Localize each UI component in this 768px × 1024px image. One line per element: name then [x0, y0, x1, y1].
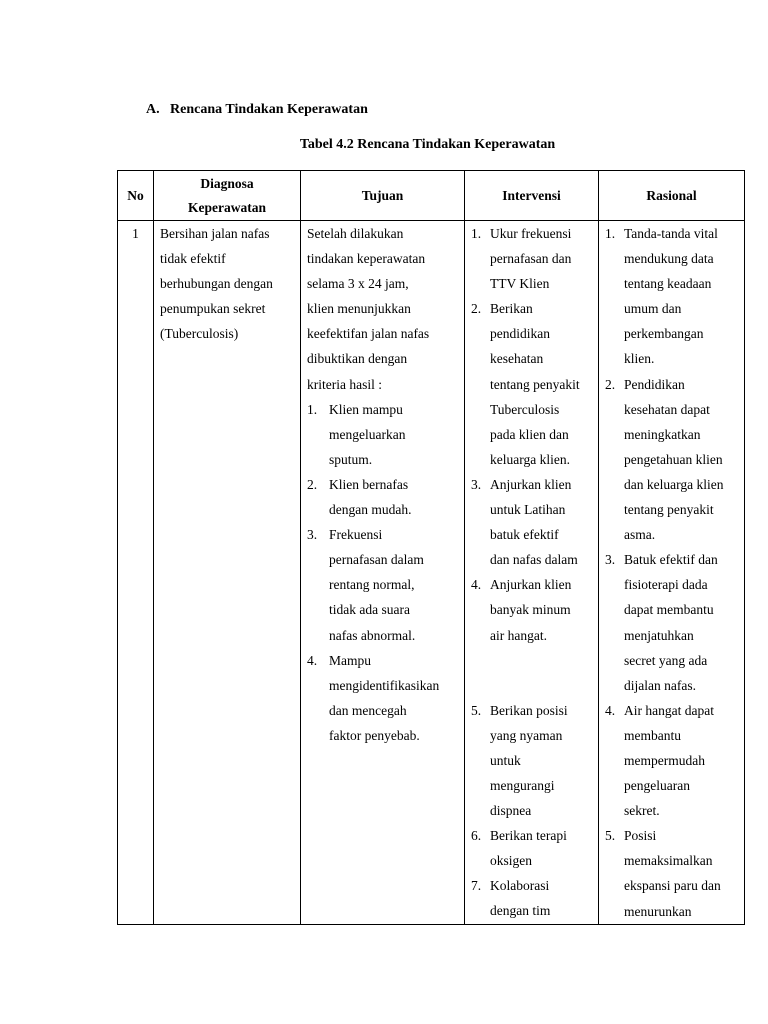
intervensi-item — [471, 296, 598, 472]
rasional-item — [605, 372, 744, 548]
rasional-item — [605, 547, 744, 698]
section-heading — [146, 102, 368, 118]
intervensi-item — [471, 572, 598, 647]
kriteria-line: mengidentifikasikan — [329, 677, 440, 693]
care-plan-table — [117, 170, 745, 925]
table-header-row — [118, 171, 745, 221]
intervensi-item — [471, 472, 598, 572]
intervensi-line: banyak minum — [490, 602, 571, 618]
intervensi-line: Berikan posisi — [490, 702, 568, 718]
kriteria-number: 2. — [307, 476, 318, 492]
intervensi-number: 4. — [471, 577, 482, 593]
section-number: A. — [146, 102, 160, 117]
rasional-line: meningkatkan — [624, 426, 701, 442]
rasional-line: sekret. — [624, 803, 660, 819]
rasional-line: pengetahuan klien — [624, 451, 723, 467]
kriteria-line: sputum. — [329, 451, 373, 467]
intervensi-line: Ukur frekuensi — [490, 226, 572, 241]
intervensi-line: Berikan — [490, 301, 533, 317]
rasional-line: dijalan nafas. — [624, 677, 696, 693]
kriteria-item — [307, 472, 464, 522]
intervensi-line: Kolaborasi — [490, 878, 550, 894]
tujuan-line: dibuktikan dengan — [307, 351, 408, 367]
table-caption: Tabel 4.2 Rencana Tindakan Keperawatan — [299, 137, 556, 152]
rasional-line: mempermudah — [624, 752, 705, 768]
kriteria-line: dan mencegah — [329, 702, 407, 718]
intervensi-line: untuk Latihan — [490, 502, 566, 518]
kriteria-line: dengan mudah. — [329, 502, 412, 518]
rasional-item — [605, 823, 744, 923]
intervensi-line: Anjurkan klien — [490, 476, 572, 492]
cell-diagnosa — [154, 221, 301, 925]
intervensi-list — [471, 221, 598, 923]
rasional-line: menurunkan — [624, 903, 692, 919]
intervensi-item — [471, 698, 598, 823]
intervensi-line: Berikan terapi — [490, 828, 567, 844]
table-row — [118, 221, 745, 925]
intervensi-line: Tuberculosis — [490, 401, 560, 417]
intervensi-gap — [471, 648, 598, 698]
intervensi-line: keluarga klien. — [490, 451, 570, 467]
intervensi-line: TTV Klien — [490, 276, 550, 292]
intervensi-line: batuk efektif — [490, 527, 559, 543]
rasional-number: 4. — [605, 702, 616, 718]
rasional-list — [605, 221, 744, 924]
kriteria-line: tidak ada suara — [329, 602, 410, 618]
rasional-line: Air hangat dapat — [624, 702, 714, 718]
intervensi-line: dispnea — [490, 802, 532, 818]
rasional-line: secret yang ada — [624, 652, 708, 668]
kriteria-line: Klien mampu — [329, 401, 403, 417]
rasional-line: umum dan — [624, 301, 682, 317]
header-diagnosa-line1: Diagnosa — [200, 175, 254, 191]
kriteria-item — [307, 648, 464, 748]
diagnosa-line: penumpukan sekret — [160, 301, 266, 317]
header-intervensi: Intervensi — [465, 171, 599, 221]
kriteria-list — [307, 397, 464, 748]
rasional-line: Pendidikan — [624, 376, 685, 392]
intervensi-line: untuk — [490, 752, 521, 768]
tujuan-line: kriteria hasil : — [307, 376, 382, 392]
rasional-line: Batuk efektif dan — [624, 552, 718, 568]
kriteria-number: 4. — [307, 652, 318, 668]
intervensi-line: mengurangi — [490, 777, 555, 793]
rasional-line: dan keluarga klien — [624, 476, 724, 492]
diagnosa-line: Bersihan jalan nafas — [160, 226, 270, 241]
diagnosa-line: tidak efektif — [160, 251, 226, 267]
intervensi-line: tentang penyakit — [490, 376, 580, 392]
intervensi-item — [471, 873, 598, 923]
intervensi-number: 5. — [471, 702, 482, 718]
intervensi-number: 1. — [471, 226, 482, 241]
intervensi-number: 7. — [471, 878, 482, 894]
kriteria-line: rentang normal, — [329, 577, 415, 593]
rasional-line: klien. — [624, 351, 655, 367]
intervensi-number: 3. — [471, 476, 482, 492]
rasional-line: fisioterapi dada — [624, 577, 708, 593]
header-diagnosa — [154, 171, 301, 221]
rasional-line: perkembangan — [624, 326, 704, 342]
tujuan-line: keefektifan jalan nafas — [307, 326, 430, 342]
rasional-line: Tanda-tanda vital — [624, 226, 718, 241]
intervensi-item — [471, 221, 598, 296]
intervensi-line: pada klien dan — [490, 426, 569, 442]
intervensi-line: kesehatan — [490, 351, 544, 367]
rasional-line: ekspansi paru dan — [624, 878, 721, 894]
rasional-item — [605, 698, 744, 823]
rasional-line: tentang penyakit — [624, 502, 714, 518]
intervensi-number: 6. — [471, 828, 482, 844]
kriteria-line: pernafasan dalam — [329, 552, 424, 568]
tujuan-line: tindakan keperawatan — [307, 251, 426, 267]
section-title: Rencana Tindakan Keperawatan — [170, 102, 368, 117]
kriteria-line: Frekuensi — [329, 527, 383, 543]
rasional-line: tentang keadaan — [624, 276, 712, 292]
tujuan-line: selama 3 x 24 jam, — [307, 276, 409, 292]
cell-tujuan — [301, 221, 465, 925]
cell-intervensi — [465, 221, 599, 925]
header-no: No — [118, 171, 154, 221]
intervensi-line: pendidikan — [490, 326, 550, 342]
rasional-line: dapat membantu — [624, 602, 714, 618]
cell-no: 1 — [118, 221, 154, 925]
intervensi-number: 2. — [471, 301, 482, 317]
rasional-line: pengeluaran — [624, 778, 690, 794]
tujuan-line: klien menunjukkan — [307, 301, 411, 317]
intervensi-line: Anjurkan klien — [490, 577, 572, 593]
intervensi-line: dengan tim — [490, 903, 551, 919]
header-diagnosa-line2: Keperawatan — [188, 199, 266, 215]
rasional-line: mendukung data — [624, 251, 714, 267]
rasional-line: memaksimalkan — [624, 853, 713, 869]
tujuan-line: Setelah dilakukan — [307, 226, 404, 241]
kriteria-line: faktor penyebab. — [329, 727, 420, 743]
kriteria-number: 3. — [307, 527, 318, 543]
intervensi-line: air hangat. — [490, 627, 547, 643]
rasional-number: 3. — [605, 552, 616, 568]
rasional-line: kesehatan dapat — [624, 401, 710, 417]
rasional-line: menjatuhkan — [624, 627, 694, 643]
rasional-line: membantu — [624, 727, 681, 743]
header-rasional: Rasional — [599, 171, 745, 221]
rasional-item — [605, 221, 744, 372]
kriteria-line: Klien bernafas — [329, 476, 409, 492]
intervensi-line: dan nafas dalam — [490, 552, 578, 568]
rasional-line: Posisi — [624, 828, 657, 844]
rasional-line: asma. — [624, 527, 656, 543]
kriteria-item — [307, 397, 464, 472]
kriteria-line: Mampu — [329, 652, 371, 668]
cell-rasional — [599, 221, 745, 925]
diagnosa-line: berhubungan dengan — [160, 276, 273, 292]
intervensi-line: yang nyaman — [490, 727, 563, 743]
kriteria-number: 1. — [307, 401, 318, 417]
kriteria-line: mengeluarkan — [329, 426, 406, 442]
intervensi-line: pernafasan dan — [490, 251, 572, 267]
rasional-number: 5. — [605, 828, 616, 844]
rasional-number: 1. — [605, 226, 616, 241]
header-tujuan: Tujuan — [301, 171, 465, 221]
intervensi-line: oksigen — [490, 853, 532, 869]
kriteria-item — [307, 522, 464, 647]
diagnosa-line: (Tuberculosis) — [160, 326, 239, 342]
kriteria-line: nafas abnormal. — [329, 627, 416, 643]
intervensi-item — [471, 823, 598, 873]
rasional-number: 2. — [605, 376, 616, 392]
